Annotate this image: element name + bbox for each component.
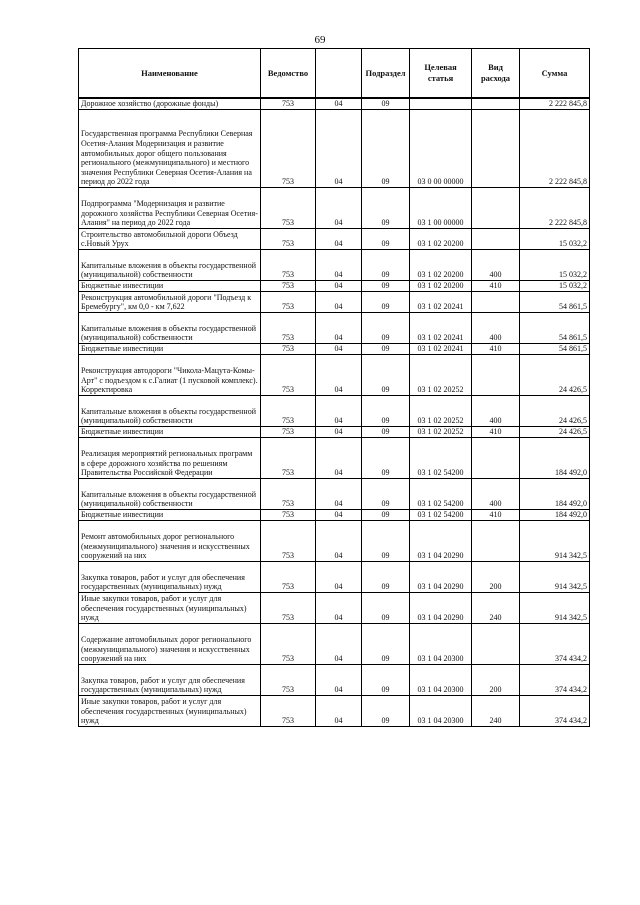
cell-section: 04 — [316, 510, 362, 521]
cell-section: 04 — [316, 479, 362, 510]
cell-dept: 753 — [261, 110, 316, 188]
cell-subsection: 09 — [362, 355, 410, 396]
cell-dept: 753 — [261, 479, 316, 510]
cell-dept: 753 — [261, 427, 316, 438]
cell-name: Ремонт автомобильных дорог регионального (межмуниципального) значения и искусственных сооружений на них — [79, 521, 261, 562]
cell-section: 04 — [316, 110, 362, 188]
cell-dept: 753 — [261, 665, 316, 696]
cell-sum: 374 434,2 — [520, 624, 590, 665]
cell-dept: 753 — [261, 229, 316, 250]
cell-name: Капитальные вложения в объекты государственной (муниципальной) собственности — [79, 396, 261, 427]
cell-type: 400 — [472, 313, 520, 344]
cell-target: 03 1 02 20200 — [410, 250, 472, 281]
cell-sum: 15 032,2 — [520, 229, 590, 250]
cell-target: 03 0 00 00000 — [410, 110, 472, 188]
cell-dept: 753 — [261, 292, 316, 313]
cell-dept: 753 — [261, 593, 316, 624]
cell-target: 03 1 02 20200 — [410, 281, 472, 292]
cell-sum: 2 222 845,8 — [520, 110, 590, 188]
cell-sum: 15 032,2 — [520, 250, 590, 281]
cell-subsection: 09 — [362, 292, 410, 313]
cell-name: Иные закупки товаров, работ и услуг для обеспечения государственных (муниципальных) нужд — [79, 593, 261, 624]
cell-section: 04 — [316, 562, 362, 593]
budget-table — [78, 48, 590, 727]
table-row — [79, 665, 590, 696]
cell-dept: 753 — [261, 562, 316, 593]
table-row — [79, 593, 590, 624]
table-row — [79, 110, 590, 188]
cell-section: 04 — [316, 292, 362, 313]
cell-name: Капитальные вложения в объекты государственной (муниципальной) собственности — [79, 313, 261, 344]
cell-target: 03 1 04 20300 — [410, 696, 472, 727]
cell-target: 03 1 02 20241 — [410, 292, 472, 313]
cell-type: 200 — [472, 665, 520, 696]
table-row — [79, 229, 590, 250]
cell-target — [410, 98, 472, 110]
cell-sum: 24 426,5 — [520, 355, 590, 396]
cell-target: 03 1 02 20200 — [410, 229, 472, 250]
cell-dept: 753 — [261, 98, 316, 110]
cell-type: 410 — [472, 427, 520, 438]
cell-subsection: 09 — [362, 229, 410, 250]
cell-dept: 753 — [261, 344, 316, 355]
cell-section: 04 — [316, 665, 362, 696]
cell-type: 240 — [472, 696, 520, 727]
cell-section: 04 — [316, 521, 362, 562]
cell-name: Бюджетные инвестиции — [79, 281, 261, 292]
cell-subsection: 09 — [362, 665, 410, 696]
cell-section: 04 — [316, 281, 362, 292]
cell-type — [472, 229, 520, 250]
cell-target: 03 1 02 20241 — [410, 313, 472, 344]
header-target-article: Целевая статья — [410, 49, 472, 99]
cell-name: Капитальные вложения в объекты государственной (муниципальной) собственности — [79, 479, 261, 510]
cell-subsection: 09 — [362, 313, 410, 344]
table-row — [79, 510, 590, 521]
cell-sum: 24 426,5 — [520, 396, 590, 427]
header-sum: Сумма — [520, 49, 590, 99]
table-row — [79, 250, 590, 281]
cell-type — [472, 188, 520, 229]
cell-dept: 753 — [261, 624, 316, 665]
cell-dept: 753 — [261, 313, 316, 344]
cell-subsection: 09 — [362, 696, 410, 727]
cell-dept: 753 — [261, 281, 316, 292]
cell-name: Содержание автомобильных дорог регионального (межмуниципального) значения и искусственных сооружений на них — [79, 624, 261, 665]
cell-sum: 54 861,5 — [520, 344, 590, 355]
cell-sum: 184 492,0 — [520, 438, 590, 479]
cell-name: Дорожное хозяйство (дорожные фонды) — [79, 98, 261, 110]
cell-name: Иные закупки товаров, работ и услуг для обеспечения государственных (муниципальных) нужд — [79, 696, 261, 727]
cell-type: 240 — [472, 593, 520, 624]
cell-subsection: 09 — [362, 427, 410, 438]
cell-name: Реконструкция автомобильной дороги "Подъезд к Бремебургу", км 0,0 - км 7,622 — [79, 292, 261, 313]
cell-type: 400 — [472, 396, 520, 427]
cell-dept: 753 — [261, 510, 316, 521]
table-row — [79, 313, 590, 344]
table-row — [79, 396, 590, 427]
table-row — [79, 344, 590, 355]
cell-sum: 184 492,0 — [520, 510, 590, 521]
table-row — [79, 281, 590, 292]
header-expense-type: Вид расхода — [472, 49, 520, 99]
cell-dept: 753 — [261, 438, 316, 479]
cell-subsection: 09 — [362, 250, 410, 281]
cell-section: 04 — [316, 624, 362, 665]
cell-type: 200 — [472, 562, 520, 593]
cell-sum: 15 032,2 — [520, 281, 590, 292]
cell-type — [472, 110, 520, 188]
cell-sum: 184 492,0 — [520, 479, 590, 510]
cell-subsection: 09 — [362, 521, 410, 562]
cell-dept: 753 — [261, 696, 316, 727]
cell-sum: 2 222 845,8 — [520, 188, 590, 229]
cell-type — [472, 355, 520, 396]
cell-dept: 753 — [261, 188, 316, 229]
header-name: Наименование — [79, 49, 261, 99]
cell-dept: 753 — [261, 355, 316, 396]
cell-name: Строительство автомобильной дороги Объезд с.Новый Урух — [79, 229, 261, 250]
cell-section: 04 — [316, 427, 362, 438]
cell-dept: 753 — [261, 396, 316, 427]
cell-section: 04 — [316, 344, 362, 355]
cell-target: 03 1 02 54200 — [410, 438, 472, 479]
cell-target: 03 1 04 20300 — [410, 665, 472, 696]
cell-type: 410 — [472, 510, 520, 521]
cell-section: 04 — [316, 355, 362, 396]
table-row — [79, 292, 590, 313]
cell-target: 03 1 00 00000 — [410, 188, 472, 229]
cell-type: 410 — [472, 281, 520, 292]
cell-target: 03 1 02 20252 — [410, 396, 472, 427]
cell-sum: 374 434,2 — [520, 665, 590, 696]
cell-dept: 753 — [261, 250, 316, 281]
cell-name: Закупка товаров, работ и услуг для обеспечения государственных (муниципальных) нужд — [79, 562, 261, 593]
cell-type: 400 — [472, 250, 520, 281]
cell-type — [472, 292, 520, 313]
cell-section: 04 — [316, 396, 362, 427]
cell-target: 03 1 04 20290 — [410, 593, 472, 624]
cell-subsection: 09 — [362, 344, 410, 355]
table-row — [79, 355, 590, 396]
table-row — [79, 696, 590, 727]
cell-section: 04 — [316, 313, 362, 344]
cell-section: 04 — [316, 229, 362, 250]
cell-target: 03 1 02 20252 — [410, 355, 472, 396]
page-number: 69 — [314, 34, 326, 46]
cell-type — [472, 98, 520, 110]
cell-type — [472, 438, 520, 479]
cell-name: Бюджетные инвестиции — [79, 344, 261, 355]
cell-target: 03 1 04 20300 — [410, 624, 472, 665]
cell-subsection: 09 — [362, 110, 410, 188]
cell-subsection: 09 — [362, 281, 410, 292]
cell-target: 03 1 02 20241 — [410, 344, 472, 355]
table-row — [79, 98, 590, 110]
table-row — [79, 438, 590, 479]
cell-section: 04 — [316, 696, 362, 727]
cell-subsection: 09 — [362, 479, 410, 510]
cell-name: Бюджетные инвестиции — [79, 427, 261, 438]
table-header-row — [79, 49, 590, 99]
cell-subsection: 09 — [362, 188, 410, 229]
table-row — [79, 562, 590, 593]
cell-sum: 2 222 845,8 — [520, 98, 590, 110]
cell-name: Государственная программа Республики Северная Осетия-Алания Модернизация и развитие автомобильных дорог общего пользования регионального (межмуниципального) и местного значения Республики Северная Осетия-Алания на период до 2022 года — [79, 110, 261, 188]
cell-target: 03 1 02 54200 — [410, 510, 472, 521]
cell-section: 04 — [316, 250, 362, 281]
cell-type — [472, 521, 520, 562]
cell-sum: 24 426,5 — [520, 427, 590, 438]
cell-name: Подпрограмма "Модернизация и развитие дорожного хозяйства Республики Северная Осетия-Алания" на период до 2022 года — [79, 188, 261, 229]
cell-sum: 914 342,5 — [520, 521, 590, 562]
cell-subsection: 09 — [362, 98, 410, 110]
cell-section: 04 — [316, 188, 362, 229]
cell-sum: 914 342,5 — [520, 562, 590, 593]
header-department: Ведомство — [261, 49, 316, 99]
cell-section: 04 — [316, 438, 362, 479]
cell-type: 410 — [472, 344, 520, 355]
table-row — [79, 521, 590, 562]
cell-target: 03 1 04 20290 — [410, 562, 472, 593]
cell-target: 03 1 02 20252 — [410, 427, 472, 438]
cell-target: 03 1 02 54200 — [410, 479, 472, 510]
cell-type: 400 — [472, 479, 520, 510]
cell-name: Закупка товаров, работ и услуг для обеспечения государственных (муниципальных) нужд — [79, 665, 261, 696]
cell-name: Реконструкция автодороги "Чикола-Мацута-Комы-Арт" с подъездом к с.Галиат (1 пусковой комплекс). Корректировка — [79, 355, 261, 396]
cell-subsection: 09 — [362, 438, 410, 479]
cell-subsection: 09 — [362, 562, 410, 593]
cell-sum: 54 861,5 — [520, 313, 590, 344]
cell-subsection: 09 — [362, 624, 410, 665]
cell-type — [472, 624, 520, 665]
cell-section: 04 — [316, 98, 362, 110]
table-row — [79, 427, 590, 438]
cell-dept: 753 — [261, 521, 316, 562]
cell-subsection: 09 — [362, 510, 410, 521]
table-row — [79, 479, 590, 510]
table-row — [79, 624, 590, 665]
cell-sum: 914 342,5 — [520, 593, 590, 624]
cell-name: Реализация мероприятий региональных программ в сфере дорожного хозяйства по решениям Правительства Российской Федерации — [79, 438, 261, 479]
table-row — [79, 188, 590, 229]
cell-sum: 374 434,2 — [520, 696, 590, 727]
cell-subsection: 09 — [362, 396, 410, 427]
header-subsection: Подраздел — [362, 49, 410, 99]
header-section — [316, 49, 362, 99]
cell-subsection: 09 — [362, 593, 410, 624]
cell-section: 04 — [316, 593, 362, 624]
cell-sum: 54 861,5 — [520, 292, 590, 313]
cell-name: Бюджетные инвестиции — [79, 510, 261, 521]
cell-target: 03 1 04 20290 — [410, 521, 472, 562]
cell-name: Капитальные вложения в объекты государственной (муниципальной) собственности — [79, 250, 261, 281]
